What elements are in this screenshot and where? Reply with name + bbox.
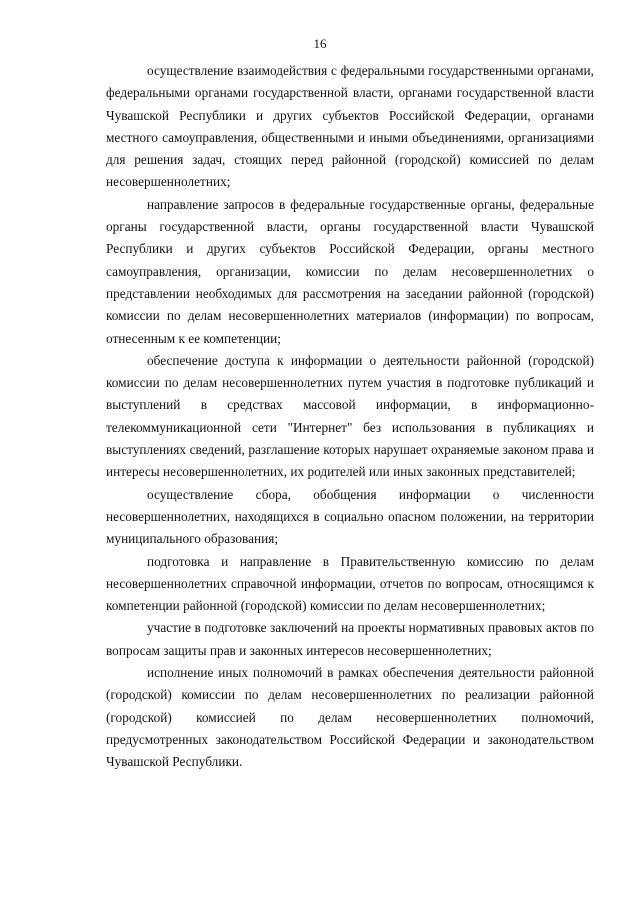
paragraph-other-powers: исполнение иных полномочий в рамках обеспечения деятельности районной (городской) комиссии по делам несовершеннолетних по реализации районной (городской) комиссией по делам несовершеннолетних полномочий, предусмотренных законодательством Российской Федерации и законодательством Чувашской Республики.: [106, 665, 594, 770]
paragraph-legal-review: участие в подготовке заключений на проекты нормативных правовых актов по вопросам защиты прав и законных интересов несовершеннолетних;: [106, 620, 594, 658]
paragraph-data-collection: осуществление сбора, обобщения информации о численности несовершеннолетних, находящихся в социально опасном положении, на территории муниципального образования;: [106, 486, 594, 547]
paragraph-interaction: осуществление взаимодействия с федеральными государственными органами, федеральными органами государственной власти, органами государственной власти Чувашской Республики и других субъектов Российской Федерации, органами местного самоуправления, общественными и иными объединениями, организациями для решения задач, стоящих перед районной (городской) комиссией по делам несовершеннолетних;: [106, 63, 594, 190]
page-number: 16: [313, 36, 327, 51]
paragraph-requests: направление запросов в федеральные государственные органы, федеральные органы государственной власти, органы государственной власти Чувашской Республики и других субъектов Российской Федерации, органы местного самоуправления, организации, комиссии по делам несовершеннолетних о представлении необходимых для рассмотрения на заседании районной (городской) комиссии по делам несовершеннолетних материалов (информации) по вопросам, отнесенным к ее компетенции;: [106, 196, 594, 346]
paragraph-reporting: подготовка и направление в Правительственную комиссию по делам несовершеннолетних справочной информации, отчетов по вопросам, относящимся к компетенции районной (городской) комиссии по делам несовершеннолетних;: [106, 553, 594, 614]
paragraph-information-access: обеспечение доступа к информации о деятельности районной (городской) комиссии по делам несовершеннолетних путем участия в подготовке публикаций и выступлений в средствах массовой информации, в информационно-телекоммуникационной сети "Интернет" без использования в публикациях и выступлениях сведений, разглашение которых нарушает охраняемые законом права и интересы несовершеннолетних, их родителей или иных законных представителей;: [106, 352, 594, 480]
document-body: [106, 60, 594, 774]
